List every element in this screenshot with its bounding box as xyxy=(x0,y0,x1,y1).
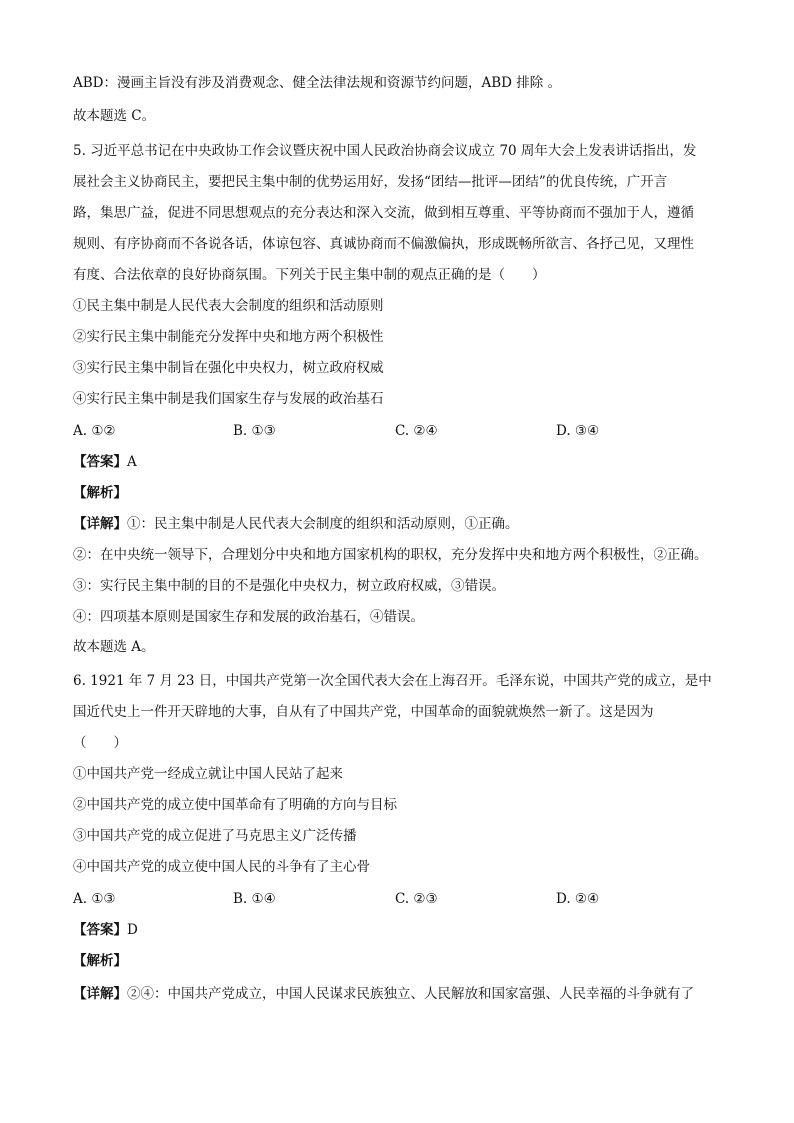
analysis-tag: 【解析】 xyxy=(73,953,127,969)
detail-tag: 【详解】 xyxy=(73,516,127,532)
q6-statement-3: ③中国共产党的成立促进了马克思主义广泛传播 xyxy=(73,828,357,844)
q5-option-d: D. ③④ xyxy=(556,423,600,439)
q5-analysis-tag xyxy=(73,484,127,502)
q6-detail-line xyxy=(73,985,694,1003)
q6-stem-line: 国近代史上一件开天辟地的大事，自从有了中国共产党，中国革命的面貌就焕然一新了。这是因为 xyxy=(73,704,654,720)
q6-option-c: C. ②③ xyxy=(395,891,438,907)
q5-answer-value: A xyxy=(127,454,137,470)
q5-stem-line: 路，集思广益，促进不同思想观点的充分表达和深入交流，做到相互尊重、平等协商而不强加于人，遵循 xyxy=(73,205,694,221)
q6-detail-text: ②④：中国共产党成立，中国人民谋求民族独立、人民解放和国家富强、人民幸福的斗争就有了 xyxy=(127,986,694,1002)
q6-statement-2: ②中国共产党的成立使中国革命有了明确的方向与目标 xyxy=(73,797,397,813)
answer-tag: 【答案】 xyxy=(73,922,127,938)
q5-conclusion: 故本题选 A。 xyxy=(73,639,155,655)
q6-stem-line: （ ） xyxy=(73,735,127,751)
q6-statement-4: ④中国共产党的成立使中国人民的斗争有了主心骨 xyxy=(73,859,370,875)
q5-option-b: B. ①③ xyxy=(233,423,276,439)
q5-detail-text: ①：民主集中制是人民代表大会制度的组织和活动原则，①正确。 xyxy=(127,516,519,532)
q6-option-b: B. ①④ xyxy=(233,891,276,907)
q6-analysis-tag xyxy=(73,952,127,970)
q5-statement-1: ①民主集中制是人民代表大会制度的组织和活动原则 xyxy=(73,298,384,314)
q5-detail-line: ③：实行民主集中制的目的不是强化中央权力，树立政府权威，③错误。 xyxy=(73,578,505,594)
q5-stem-line: 展社会主义协商民主，要把民主集中制的优势运用好，发扬“团结—批评—团结”的优良传统，广开言 xyxy=(73,174,668,190)
q5-statement-3: ③实行民主集中制旨在强化中央权力，树立政府权威 xyxy=(73,360,384,376)
q5-statement-2: ②实行民主集中制能充分发挥中央和地方两个积极性 xyxy=(73,329,384,345)
q5-answer-line xyxy=(73,453,137,471)
q6-option-a: A. ①③ xyxy=(73,891,116,907)
q6-stem-line: 6. 1921 年 7 月 23 日，中国共产党第一次全国代表大会在上海召开。毛泽东说，中国共产党的成立，是中 xyxy=(73,673,712,689)
q5-detail-line: ②：在中央统一领导下，合理划分中央和地方国家机构的职权，充分发挥中央和地方两个积极性，②正确。 xyxy=(73,547,708,563)
answer-tag: 【答案】 xyxy=(73,454,127,470)
q5-detail-line xyxy=(73,515,519,533)
q5-stem-line: 有度、合法依章的良好协商氛围。下列关于民主集中制的观点正确的是（ ） xyxy=(73,267,546,283)
q5-detail-line: ④：四项基本原则是国家生存和发展的政治基石，④错误。 xyxy=(73,609,424,625)
q5-option-c: C. ②④ xyxy=(395,423,438,439)
q6-answer-value: D xyxy=(127,922,138,938)
analysis-tag: 【解析】 xyxy=(73,485,127,501)
q4-conclusion: 故本题选 C。 xyxy=(73,108,156,124)
q5-statement-4: ④实行民主集中制是我们国家生存与发展的政治基石 xyxy=(73,391,384,407)
q5-stem-line: 5. 习近平总书记在中央政协工作会议暨庆祝中国人民政治协商会议成立 70 周年大会上发表讲话指出，发 xyxy=(73,143,697,159)
q6-statement-1: ①中国共产党一经成立就让中国人民站了起来 xyxy=(73,766,343,782)
detail-tag: 【详解】 xyxy=(73,986,127,1002)
q6-answer-line xyxy=(73,921,138,939)
q5-option-a: A. ①② xyxy=(73,423,116,439)
q6-option-d: D. ②④ xyxy=(556,891,600,907)
q4-analysis-line: ABD：漫画主旨没有涉及消费观念、健全法律法规和资源节约问题，ABD 排除 。 xyxy=(73,75,562,91)
q5-stem-line: 规则、有序协商而不各说各话，体谅包容、真诚协商而不偏激偏执，形成既畅所欲言、各抒己见，又理性 xyxy=(73,236,694,252)
